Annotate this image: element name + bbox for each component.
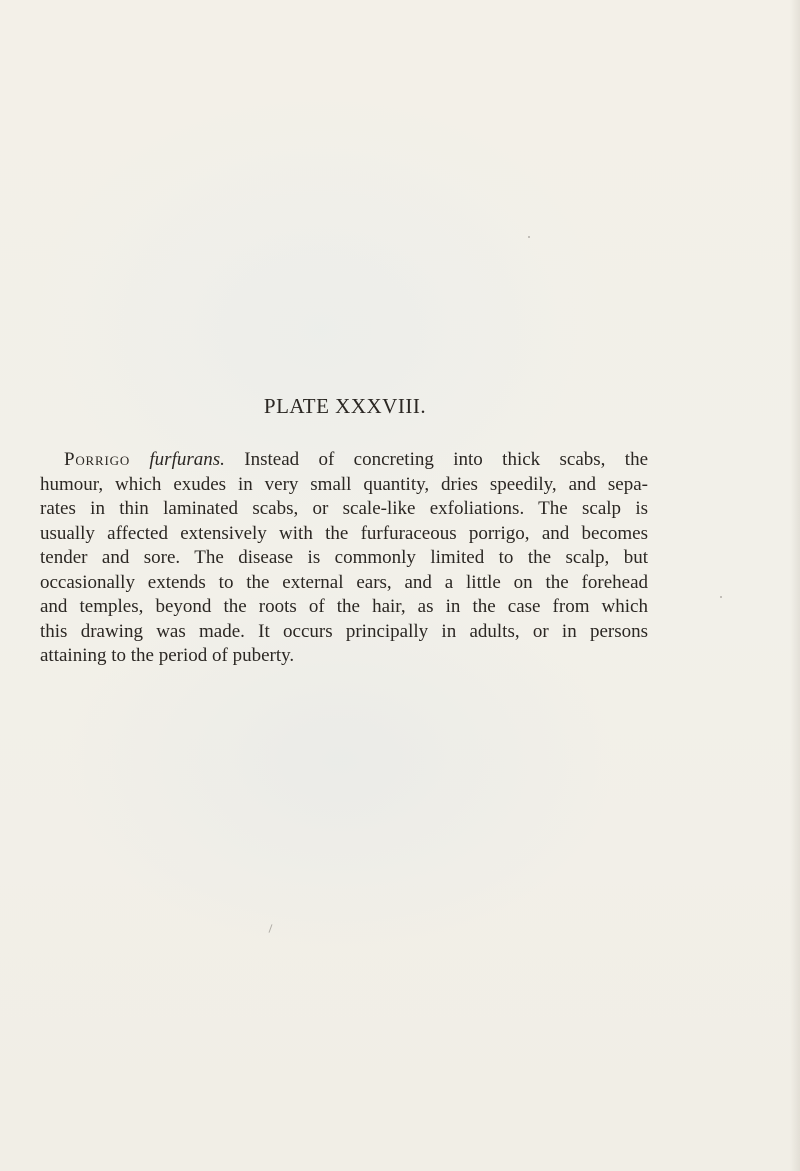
plate-description [40, 448, 648, 669]
paragraph-line-1 [40, 448, 648, 473]
disease-name-italic: furfurans. [149, 449, 225, 470]
paragraph-line-9: attaining to the period of puberty. [40, 645, 295, 666]
paragraph-line-3: rates in thin laminated scabs, or scale-like exfoliations. The scalp is [40, 498, 648, 519]
paragraph-line-6: occasionally extends to the external ears, and a little on the forehead [40, 571, 648, 593]
line-1-text: Instead of concreting into thick scabs, the [224, 449, 649, 470]
paragraph-line-4: usually affected extensively with the furfuraceous porrigo, and becomes [40, 522, 648, 544]
paper-speck [528, 236, 530, 238]
paper-speck [720, 596, 722, 598]
disease-name-smallcaps: Porrigo [64, 449, 131, 470]
paragraph-line-5: tender and sore. The disease is commonly limited to the scalp, but [40, 547, 648, 568]
paragraph-line-8: this drawing was made. It occurs principally in adults, or in persons [40, 620, 648, 642]
page-edge-shadow [790, 0, 800, 1171]
paper-speck [268, 924, 272, 933]
paragraph-line-2: humour, which exudes in very small quantity, dries speedily, and sepa- [40, 473, 648, 495]
plate-title: PLATE XXXVIII. [263, 394, 427, 418]
paragraph-line-7: and temples, beyond the roots of the hair, as in the case from which [40, 596, 648, 617]
